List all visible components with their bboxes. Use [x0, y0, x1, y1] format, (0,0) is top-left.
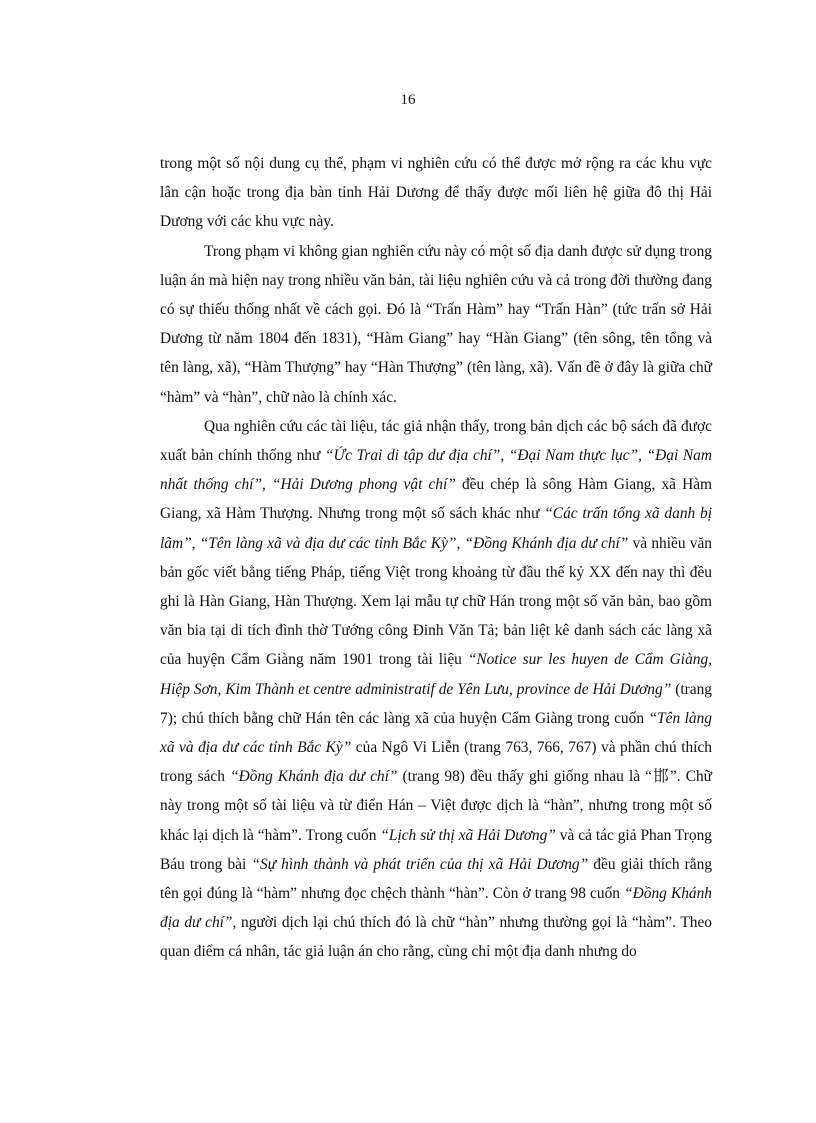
body-text-segment: (trang 98) đều thấy ghi giống nhau là “邯”. Chữ này trong một số tài liệu và từ điển Hán – Việt được dịch là “hàn”, nhưng trong một số khác lại dịch là “hàm”. Trong cuốn: [160, 768, 712, 844]
body-text-segment: Qua nghiên cứu các tài liệu, tác giả nhận thấy, trong bản dịch các bộ sách đã được xuất bản chính thống như: [160, 417, 712, 465]
body-text-segment: Trong phạm vi không gian nghiên cứu này có một số địa danh được sử dụng trong luận án mà hiện nay trong nhiều văn bản, tài liệu nghiên cứu và cả trong đời thường đang có sự thiếu thống nhất về cách gọi. Đó là “Trấn Hàm” hay “Trấn Hàn” (tức trấn sở Hải Dương từ năm 1804 đến 1831), “Hàm Giang” hay “Hàn Giang” (tên sông, tên tổng và tên làng, xã), “Hàm Thượng” hay “Hàn Thượng” (tên làng, xã). Vấn đề ở đây là giữa chữ “hàm” và “hàn”, chữ nào là chính xác.: [160, 242, 712, 406]
body-text-segment: và nhiều văn bản gốc viết bằng tiếng Pháp, tiếng Việt trong khoảng từ đầu thế kỷ XX đến nay thì đều ghi là Hàn Giang, Hàn Thượng. Xem lại mẫu tự chữ Hán trong một số văn bản, bao gồm văn bia tại di tích đình thờ Tướng công Đinh Văn Tả; bản liệt kê danh sách các làng xã của huyện Cẩm Giàng năm 1901 trong tài liệu: [160, 534, 712, 669]
paragraph: [160, 412, 712, 967]
italic-title-text: “Lịch sử thị xã Hải Dương”: [380, 826, 556, 844]
italic-title-text: “Ức Trai di tập dư địa chí”, “Đại Nam thực lục”, “Đại Nam nhất thống chí”, “Hải Dương phong vật chí”: [160, 447, 712, 494]
paragraph: [160, 149, 712, 237]
body-text-segment: của Ngô Vi Liễn (trang 763, 766, 767) và phần chú thích trong sách: [160, 739, 712, 786]
italic-title-text: “Sự hình thành và phát triển của thị xã Hải Dương”: [251, 855, 589, 873]
body-text-segment: trong một số nội dung cụ thể, phạm vi nghiên cứu có thể được mở rộng ra các khu vực lân cận hoặc trong địa bàn tỉnh Hải Dương để thấy được mối liên hệ giữa đô thị Hải Dương với các khu vực này.: [160, 155, 712, 231]
paragraph: [160, 237, 712, 412]
body-text-segment: đều giải thích rằng tên gọi đúng là “hàm” nhưng đọc chệch thành “hàn”. Còn ở trang 98 cuốn: [160, 855, 713, 903]
body-text-segment: và cả tác giả Phan Trọng Báu trong bài: [160, 826, 712, 873]
page-number: 16: [400, 92, 416, 108]
body-text-segment: , người dịch lại chú thích đó là chữ “hàn” nhưng thường gọi là “hàm”. Theo quan điểm cá nhân, tác giả luận án cho rằng, cùng chỉ một địa danh nhưng do: [160, 914, 712, 961]
body-text-segment: (trang 7); chú thích bằng chữ Hán tên các làng xã của huyện Cẩm Giàng trong cuốn: [160, 680, 712, 727]
italic-title-text: “Đồng Khánh địa dư chí”: [230, 768, 398, 786]
italic-title-text: “Đồng Khánh địa dư chí”: [160, 885, 712, 932]
italic-title-text: “Các trấn tổng xã danh bị lãm”, “Tên làng xã và địa dư các tỉnh Bắc Kỳ”, “Đồng Khánh địa dư chí”: [160, 505, 712, 552]
italic-title-text: “Notice sur les huyen de Cẩm Giàng, Hiệp Sơn, Kim Thành et centre administratif de Yên Lưu, province de Hải Dương”: [160, 651, 712, 698]
body-text-segment: đều chép là sông Hàm Giang, xã Hàm Giang, xã Hàm Thượng. Nhưng trong một số sách khác như: [160, 476, 713, 523]
italic-title-text: “Tên làng xã và địa dư các tỉnh Bắc Kỳ”: [160, 709, 712, 757]
body-text: [160, 149, 712, 967]
